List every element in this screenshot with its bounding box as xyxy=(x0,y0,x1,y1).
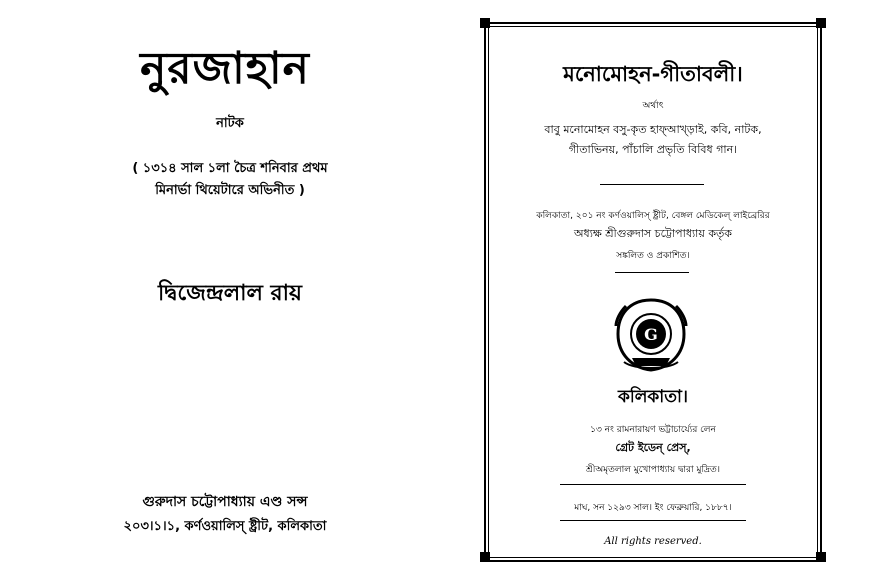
publication-date: মাঘ, সন ১২৯৩ সাল। ইং ফেব্রুয়ারি, ১৮৮৭। xyxy=(574,503,732,513)
corner-ornament-icon xyxy=(816,552,826,562)
svg-text:G: G xyxy=(644,325,658,344)
book-title: মনোমোহন-গীতাবলী। xyxy=(563,62,743,86)
performance-note-line2: মিনার্ভা থিয়েটারে অভিনীত ) xyxy=(155,183,305,198)
right-title-page xyxy=(440,0,870,580)
rights-notice: All rights reserved. xyxy=(604,536,702,547)
corner-ornament-icon xyxy=(480,18,490,28)
subtitle-word: অর্থাৎ xyxy=(642,101,664,111)
book-title: নুরজাহান xyxy=(140,43,310,94)
printer-line: শ্রীঅমৃতলাল মুখোপাধ্যায় দ্বারা মুদ্রিত। xyxy=(586,465,720,475)
description-line2: গীতাভিনয়, পাঁচালি প্রভৃতি বিবিধ গান। xyxy=(568,143,738,156)
printer-emblem-icon xyxy=(610,296,692,374)
publisher-address: ২০৩।১।১, কর্ণওয়ালিস্ ষ্ট্রীট, কলিকাতা xyxy=(123,519,327,534)
divider-rule xyxy=(600,184,704,185)
performance-note-line1: ( ১৩১৪ সাল ১লা চৈত্র শনিবার প্রথম xyxy=(132,161,328,176)
divider-rule xyxy=(615,272,689,273)
press-name: গ্রেট ইডেন্ প্রেস্, xyxy=(615,441,691,454)
publisher-line2: অধ্যক্ষ শ্রীগুরুদাস চট্টোপাধ্যায় কর্তৃক xyxy=(574,227,732,240)
corner-ornament-icon xyxy=(816,18,826,28)
city-name: কলিকাতা। xyxy=(617,387,688,407)
description-line1: বাবু মনোমোহন বসু-কৃত হাফ্‌আখ্‌ড়াই, কবি, নাটক, xyxy=(544,123,762,136)
publisher-name: গুরুদাস চট্টোপাধ্যায় এণ্ড সন্স xyxy=(142,494,308,510)
author-name: দ্বিজেন্দ্রলাল রায় xyxy=(158,281,302,306)
genre-label: নাটক xyxy=(216,116,244,131)
publisher-line1: কলিকাতা, ২০১ নং কর্ণওয়ালিস্ ষ্ট্রীট, বেঙ্গল মেডিকেল্ লাইব্রেরির xyxy=(536,211,770,221)
press-address: ১৩ নং রামনারায়ণ ভট্টাচার্য্যের লেন xyxy=(590,425,716,435)
publisher-line3: সঙ্কলিত ও প্রকাশিত। xyxy=(616,251,690,261)
divider-rule xyxy=(560,484,746,485)
divider-rule xyxy=(560,520,746,521)
corner-ornament-icon xyxy=(480,552,490,562)
